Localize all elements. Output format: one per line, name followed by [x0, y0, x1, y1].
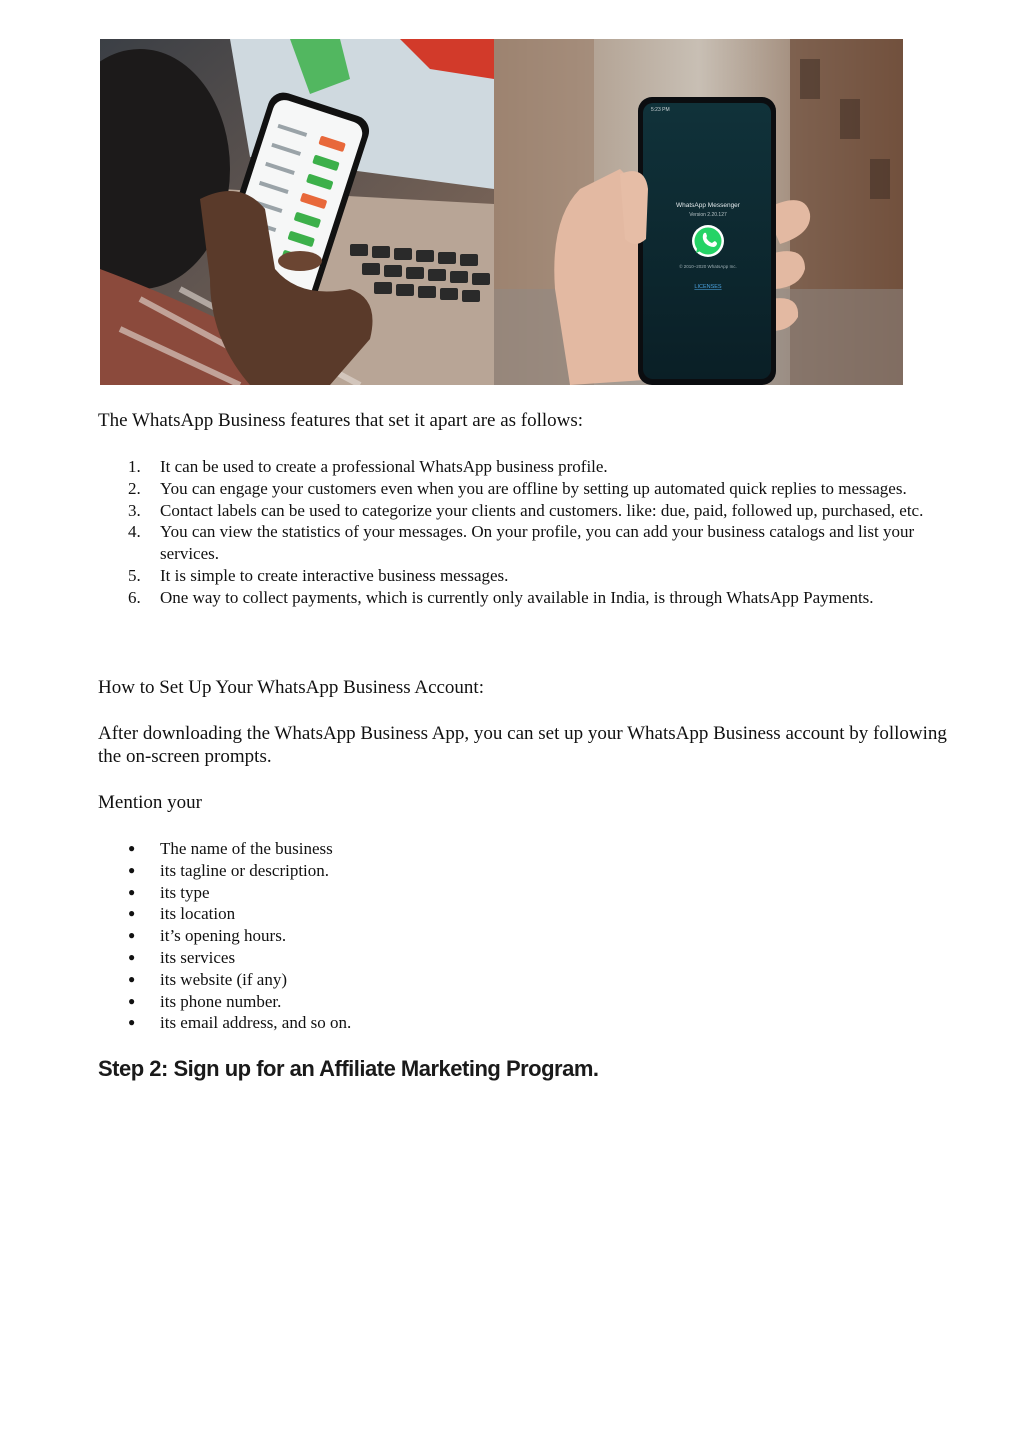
phone-copyright: © 2010–2020 WhatsApp Inc.: [679, 264, 737, 269]
list-item-text: it’s opening hours.: [160, 926, 287, 946]
list-item-text: its phone number.: [160, 991, 282, 1011]
bullet-icon: ●: [128, 862, 136, 877]
list-item: [98, 860, 351, 882]
list-item-text: its type: [160, 882, 210, 902]
list-item: [98, 882, 351, 904]
bullet-icon: ●: [128, 993, 136, 1008]
list-item-text: You can engage your customers even when you are offline by setting up automated quick replies to messages.: [160, 478, 907, 498]
bullet-icon: ●: [128, 928, 136, 943]
list-item-text: One way to collect payments, which is currently only available in India, is through WhatsApp Payments.: [160, 587, 874, 607]
whatsapp-logo-icon: [692, 225, 724, 257]
list-item: [98, 478, 968, 500]
list-item-text: It can be used to create a professional WhatsApp business profile.: [160, 457, 608, 476]
phone-time: 5:23 PM: [651, 107, 670, 113]
list-item: [98, 969, 351, 991]
list-number: 1.: [128, 457, 141, 476]
setup-heading: How to Set Up Your WhatsApp Business Account:: [98, 677, 484, 698]
list-item-text: its services: [160, 947, 236, 967]
list-number: 5.: [128, 565, 141, 585]
phone-licenses-link: LICENSES: [694, 284, 722, 290]
list-number: 6.: [128, 587, 141, 607]
list-item-text: its location: [160, 904, 236, 924]
list-item-text: You can view the statistics of your messages. On your profile, you can add your business catalogs and list your services.: [160, 522, 915, 564]
list-item-text: its tagline or description.: [160, 860, 330, 880]
mention-label: Mention your: [98, 792, 202, 813]
right-photo: [494, 39, 903, 385]
bullet-icon: ●: [128, 841, 136, 855]
hero-image: [100, 39, 903, 385]
bullet-icon: ●: [128, 1015, 136, 1030]
list-item: [98, 991, 351, 1013]
bullet-icon: ●: [128, 884, 136, 899]
bullet-icon: ●: [128, 971, 136, 986]
hero-photos: [100, 39, 903, 385]
features-list: [98, 456, 968, 609]
list-item-text: It is simple to create interactive business messages.: [160, 565, 509, 585]
list-item: [98, 838, 351, 860]
phone-app-version: Version 2.20.127: [689, 212, 727, 218]
list-item: [98, 565, 968, 587]
list-item-text: Contact labels can be used to categorize your clients and customers. like: due, paid, followed up, purchased, etc.: [160, 500, 924, 520]
list-item: [98, 1012, 351, 1034]
list-number: 4.: [128, 522, 141, 542]
list-item-text: its email address, and so on.: [160, 1013, 352, 1033]
list-item: [98, 500, 968, 522]
list-item: [98, 947, 351, 969]
list-number: 3.: [128, 500, 141, 520]
list-item: [98, 925, 351, 947]
bullet-icon: ●: [128, 949, 136, 964]
step-heading: Step 2: Sign up for an Affiliate Marketing Program.: [98, 1056, 599, 1081]
list-item: [98, 521, 968, 565]
setup-paragraph: After downloading the WhatsApp Business App, you can set up your WhatsApp Business account by following the on-screen prompts.: [98, 723, 947, 767]
list-item-text: The name of the business: [160, 839, 333, 858]
features-intro: The WhatsApp Business features that set it apart are as follows:: [98, 410, 584, 431]
bullet-icon: ●: [128, 906, 136, 921]
left-photo: [100, 39, 494, 385]
list-item-text: its website (if any): [160, 969, 287, 989]
list-number: 2.: [128, 478, 141, 498]
list-item: [98, 903, 351, 925]
phone-app-title: WhatsApp Messenger: [676, 202, 740, 209]
profile-details-list: [98, 838, 351, 1034]
list-item: [98, 587, 968, 609]
list-item: [98, 456, 968, 478]
